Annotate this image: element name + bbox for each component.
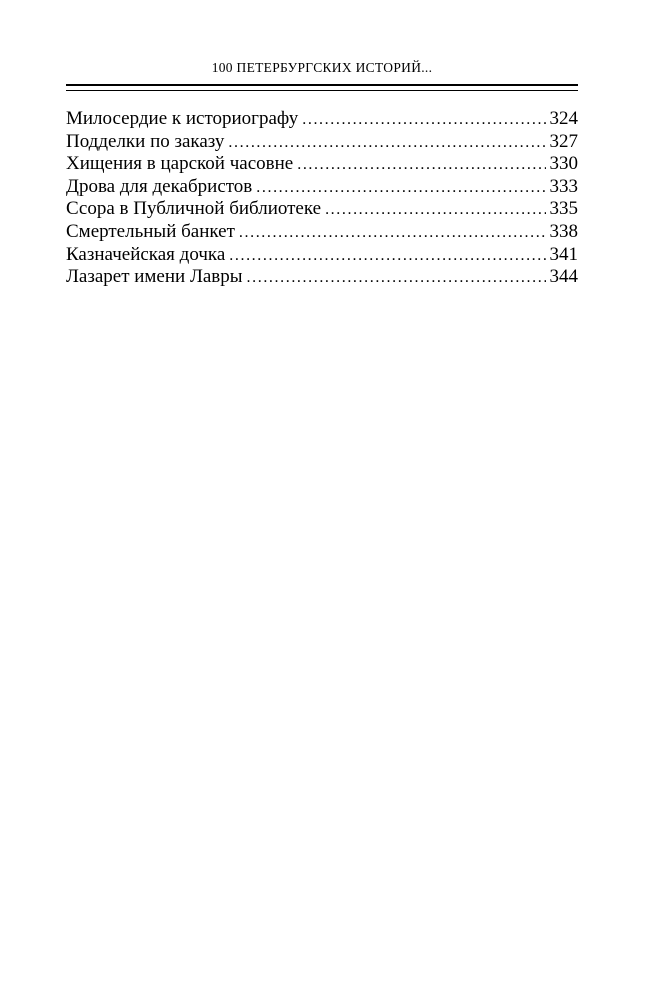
toc-leader-dots [256, 177, 545, 200]
toc-leader-dots [297, 154, 545, 177]
toc-entry-title: Хищения в царской часовне [66, 153, 294, 175]
header-rule-thin [66, 90, 578, 91]
toc-leader-dots [229, 245, 545, 268]
toc-entry-title: Казначейская дочка [66, 243, 226, 265]
toc-leader-dots [239, 222, 546, 245]
header-rule-thick [66, 84, 578, 86]
toc-entry-title: Дрова для декабристов [66, 175, 253, 197]
toc-entry-page: 324 [549, 108, 578, 129]
toc-entry-page: 333 [549, 175, 578, 197]
toc-entry [66, 176, 578, 199]
toc-entry-page: 344 [549, 266, 578, 288]
toc-entry-page: 338 [549, 220, 578, 242]
toc-entry [66, 108, 578, 131]
table-of-contents [66, 108, 578, 289]
toc-entry-title: Подделки по заказу [66, 130, 225, 152]
toc-entry-page: 330 [549, 153, 578, 175]
toc-entry [66, 244, 578, 267]
toc-entry-title: Лазарет имени Лавры [66, 266, 243, 288]
toc-entry [66, 153, 578, 176]
toc-entry-page: 341 [549, 243, 578, 265]
toc-leader-dots [228, 132, 545, 155]
toc-entry-title: Милосердие к историографу [66, 108, 299, 129]
toc-entry [66, 221, 578, 244]
toc-entry [66, 131, 578, 154]
toc-entry-page: 335 [549, 198, 578, 220]
toc-entry [66, 198, 578, 221]
toc-leader-dots [302, 109, 545, 132]
toc-leader-dots [247, 267, 546, 290]
toc-entry-page: 327 [549, 130, 578, 152]
toc-entry-title: Ссора в Публичной библиотеке [66, 198, 322, 220]
toc-leader-dots [325, 199, 545, 222]
running-head: 100 ПЕТЕРБУРГСКИХ ИСТОРИЙ... [211, 60, 433, 75]
toc-entry [66, 266, 578, 289]
toc-entry-title: Смертельный банкет [66, 220, 235, 242]
